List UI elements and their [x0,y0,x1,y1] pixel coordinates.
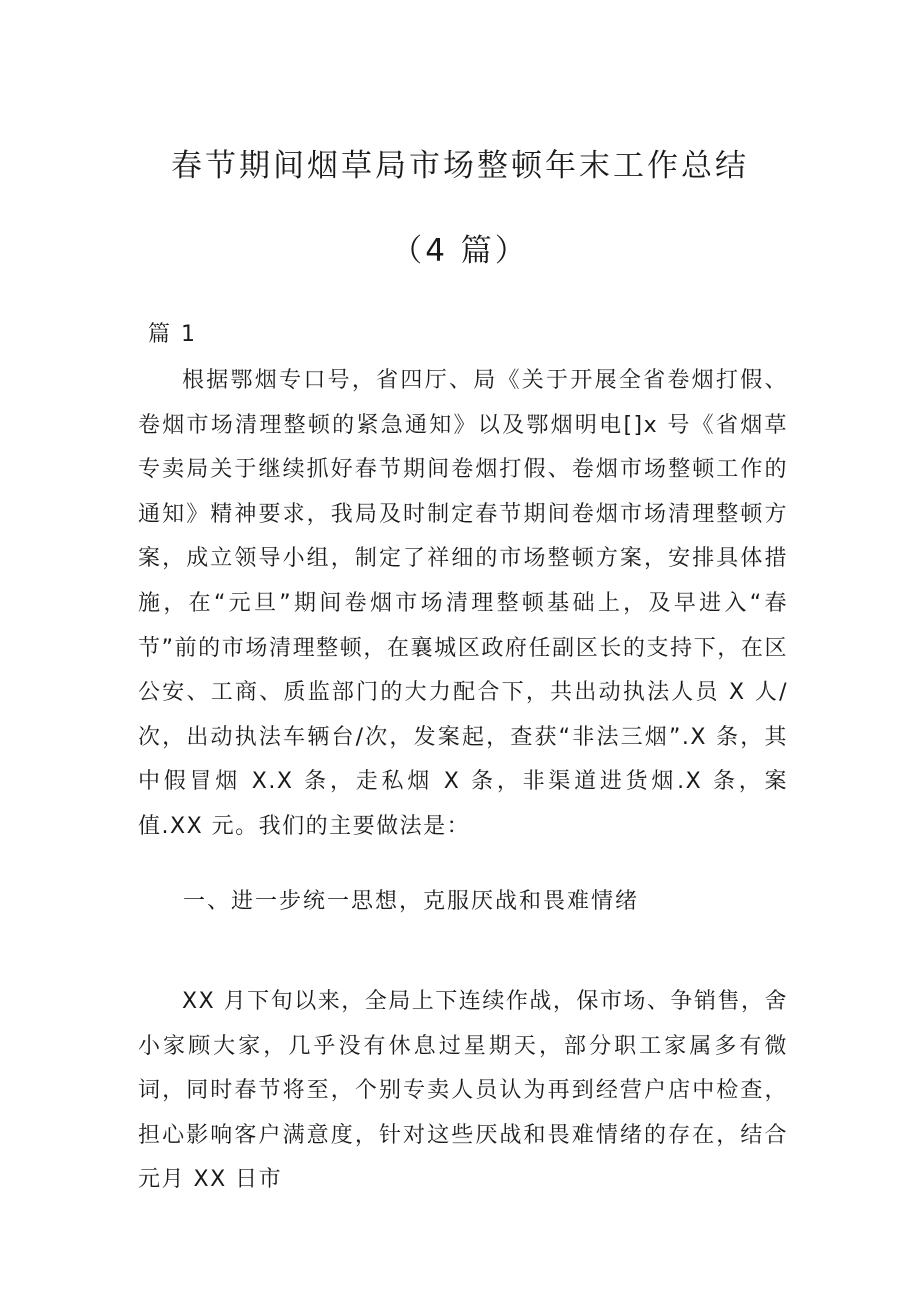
document-subtitle: （4 篇） [391,233,529,269]
section-heading-1: 一、进一步统一思想，克服厌战和畏难情绪 [183,889,640,914]
body-paragraph-2: XX 月下旬以来，全局上下连续作战，保市场、争销售，舍小家顾大家，几乎没有休息过星期天，部分职工家属多有微词，同时春节将至，个别专卖人员认为再到经营户店中检查，担心影响客户满意度，针对这些厌战和畏难情绪的存在，结合元月 XX 日市 [138,989,788,1193]
document-title: 春节期间烟草局市场整顿年末工作总结 [171,148,749,184]
section-label: 篇 1 [148,322,197,347]
body-paragraph-1: 根据鄂烟专口号，省四厅、局《关于开展全省卷烟打假、卷烟市场清理整顿的紧急通知》以及鄂烟明电[]x 号《省烟草专卖局关于继续抓好春节期间卷烟打假、卷烟市场整顿工作的通知》精神要求，我局及时制定春节期间卷烟市场清理整顿方案，成立领导小组，制定了祥细的市场整顿方案，安排具体措施，在“元旦”期间卷烟市场清理整顿基础上，及早进入“春节”前的市场清理整顿，在襄城区政府任副区长的支持下，在区公安、工商、质监部门的大力配合下，共出动执法人员 X 人/次，出动执法车辆台/次，发案起，查获“非法三烟”.X 条，其中假冒烟 X.X 条，走私烟 X 条，非渠道进货烟.X 条，案值.XX 元。我们的主要做法是： [138,368,788,839]
